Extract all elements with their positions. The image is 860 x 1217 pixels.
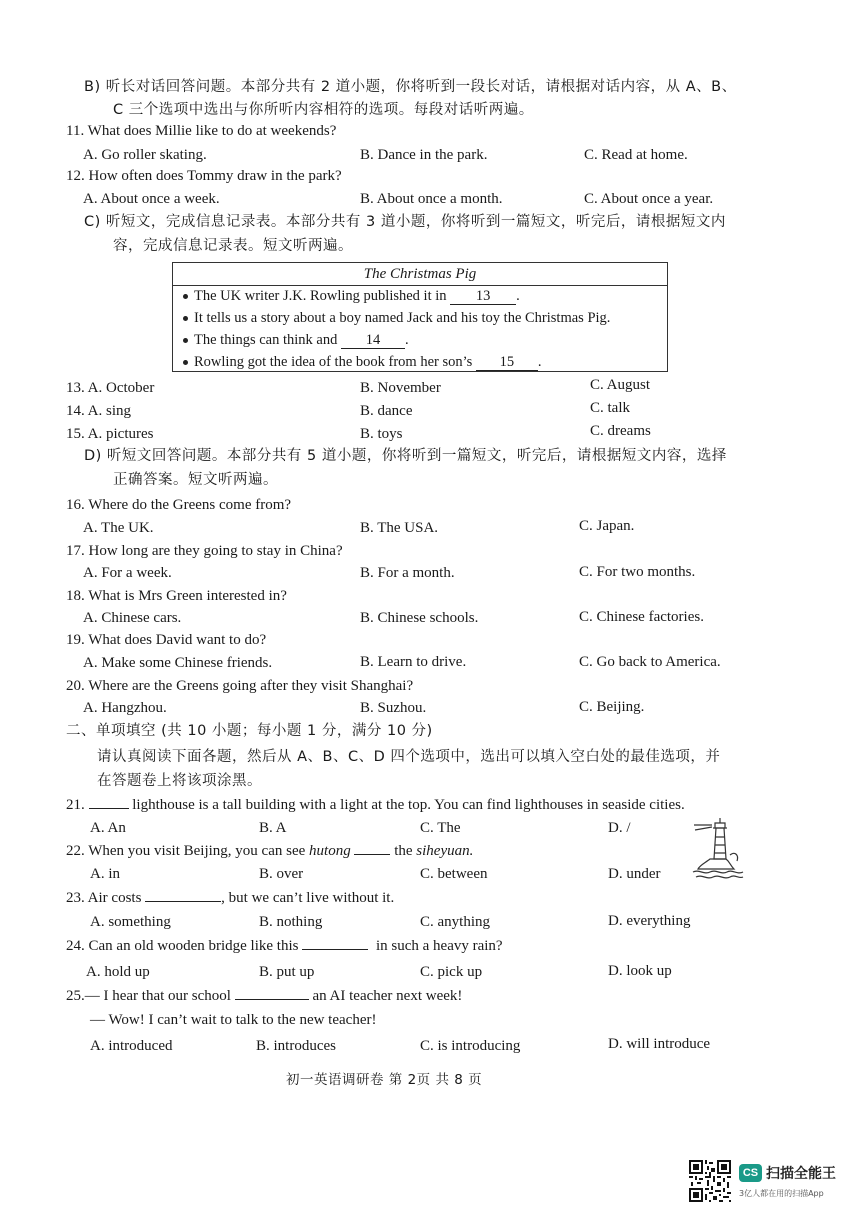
q23-blank bbox=[145, 901, 221, 902]
bullet-icon bbox=[183, 316, 188, 321]
q17-option-a: A. For a week. bbox=[83, 565, 172, 581]
q18-option-c: C. Chinese factories. bbox=[579, 609, 704, 625]
q24-option-a: A. hold up bbox=[86, 964, 150, 980]
qr-code-icon bbox=[689, 1160, 731, 1202]
q21-option-a: A. An bbox=[90, 820, 126, 836]
q13-option-a: 13. A. October bbox=[66, 380, 155, 396]
q18-option-a: A. Chinese cars. bbox=[83, 610, 182, 626]
q11-option-b: B. Dance in the park. bbox=[360, 147, 488, 163]
q18-option-b: B. Chinese schools. bbox=[360, 610, 479, 626]
q22-option-d: D. under bbox=[608, 866, 661, 882]
q21-option-d: D. / bbox=[608, 820, 631, 836]
part-2-heading: 二、单项填空 (共 10 小题；每小题 1 分，满分 10 分) bbox=[66, 723, 433, 739]
bullet-icon bbox=[183, 360, 188, 365]
page-footer: 初一英语调研卷 第 2页 共 8 页 bbox=[286, 1072, 483, 1088]
blank-13: 13 bbox=[450, 289, 516, 305]
q16-option-a: A. The UK. bbox=[83, 520, 154, 536]
q14-option-c: C. talk bbox=[590, 400, 630, 416]
section-c-instruction: C) 听短文，完成信息记录表。本部分共有 3 道小题，你将听到一篇短文，听完后，请根据短文内 bbox=[84, 214, 726, 230]
q25-option-c: C. is introducing bbox=[420, 1038, 521, 1054]
table-row-4: Rowling got the idea of the book from her son’s 15 . bbox=[183, 354, 542, 371]
q14-option-a: 14. A. sing bbox=[66, 403, 132, 419]
scanner-logo-icon: CS bbox=[739, 1164, 762, 1182]
q25-option-a: A. introduced bbox=[90, 1038, 173, 1054]
q11-option-a: A. Go roller skating. bbox=[83, 147, 207, 163]
q15-option-c: C. dreams bbox=[590, 423, 651, 439]
q22-option-b: B. over bbox=[259, 866, 304, 882]
q12-option-c: C. About once a year. bbox=[584, 191, 714, 207]
q19-option-c: C. Go back to America. bbox=[579, 654, 721, 670]
q14-option-b: B. dance bbox=[360, 403, 413, 419]
table-row-3: The things can think and 14 . bbox=[183, 332, 409, 349]
section-b-instruction: B) 听长对话回答问题。本部分共有 2 道小题，你将听到一段长对话，请根据对话内容，从 A、B、 bbox=[84, 79, 737, 95]
q21-option-c: C. The bbox=[420, 820, 461, 836]
q19-stem: 19. What does David want to do? bbox=[66, 632, 267, 648]
q21-stem: 21. lighthouse is a tall building with a light at the top. You can find lighthouses in seaside cities. bbox=[66, 797, 685, 813]
q22-option-c: C. between bbox=[420, 866, 488, 882]
scanner-tagline: 3亿人都在用的扫描App bbox=[739, 1189, 824, 1198]
q11-stem: 11. What does Millie like to do at weekends? bbox=[66, 123, 337, 139]
q17-option-c: C. For two months. bbox=[579, 564, 696, 580]
q22-option-a: A. in bbox=[90, 866, 120, 882]
q22-blank bbox=[354, 854, 390, 855]
section-d-instruction-cont: 正确答案。短文听两遍。 bbox=[113, 472, 278, 488]
q18-stem: 18. What is Mrs Green interested in? bbox=[66, 588, 287, 604]
q23-option-a: A. something bbox=[90, 914, 171, 930]
q12-option-a: A. About once a week. bbox=[83, 191, 220, 207]
q20-stem: 20. Where are the Greens going after they visit Shanghai? bbox=[66, 678, 414, 694]
q24-option-d: D. look up bbox=[608, 963, 672, 979]
q21-option-b: B. A bbox=[259, 820, 287, 836]
bullet-icon bbox=[183, 338, 188, 343]
section-c-instruction-cont: 容，完成信息记录表。短文听两遍。 bbox=[113, 238, 353, 254]
q24-option-c: C. pick up bbox=[420, 964, 483, 980]
q16-option-c: C. Japan. bbox=[579, 518, 635, 534]
q19-option-a: A. Make some Chinese friends. bbox=[83, 655, 273, 671]
q16-stem: 16. Where do the Greens come from? bbox=[66, 497, 292, 513]
q25-reply: — Wow! I can’t wait to talk to the new teacher! bbox=[90, 1012, 377, 1028]
q13-option-b: B. November bbox=[360, 380, 441, 396]
bullet-icon bbox=[183, 294, 188, 299]
q22-stem: 22. When you visit Beijing, you can see hutong the siheyuan. bbox=[66, 843, 474, 859]
q24-blank bbox=[302, 949, 368, 950]
q19-option-b: B. Learn to drive. bbox=[360, 654, 467, 670]
part-2-instruction: 请认真阅读下面各题，然后从 A、B、C、D 四个选项中，选出可以填入空白处的最佳选项，并 bbox=[97, 749, 721, 765]
q21-blank bbox=[89, 808, 129, 809]
q25-stem: 25.— I hear that our school an AI teacher next week! bbox=[66, 988, 463, 1004]
blank-14: 14 bbox=[341, 333, 405, 349]
blank-15: 15 bbox=[476, 355, 538, 371]
q23-option-d: D. everything bbox=[608, 913, 691, 929]
q12-option-b: B. About once a month. bbox=[360, 191, 503, 207]
q24-stem: 24. Can an old wooden bridge like this in such a heavy rain? bbox=[66, 938, 503, 954]
q25-blank bbox=[235, 999, 309, 1000]
lighthouse-icon bbox=[690, 815, 745, 885]
scanner-app-name: 扫描全能王 bbox=[766, 1166, 836, 1182]
q23-stem: 23. Air costs , but we can’t live without it. bbox=[66, 890, 395, 906]
q20-option-b: B. Suzhou. bbox=[360, 700, 427, 716]
q23-option-b: B. nothing bbox=[259, 914, 323, 930]
section-b-instruction-cont: C 三个选项中选出与你所听内容相符的选项。每段对话听两遍。 bbox=[113, 102, 534, 118]
q15-option-a: 15. A. pictures bbox=[66, 426, 154, 442]
q17-option-b: B. For a month. bbox=[360, 565, 455, 581]
q11-option-c: C. Read at home. bbox=[584, 147, 688, 163]
q24-option-b: B. put up bbox=[259, 964, 315, 980]
q23-option-c: C. anything bbox=[420, 914, 490, 930]
q12-stem: 12. How often does Tommy draw in the park? bbox=[66, 168, 342, 184]
q13-option-c: C. August bbox=[590, 377, 651, 393]
q20-option-c: C. Beijing. bbox=[579, 699, 645, 715]
q25-option-b: B. introduces bbox=[256, 1038, 336, 1054]
info-record-table bbox=[172, 262, 668, 372]
table-row-1: The UK writer J.K. Rowling published it in 13 . bbox=[183, 288, 520, 305]
q17-stem: 17. How long are they going to stay in China? bbox=[66, 543, 343, 559]
table-title: The Christmas Pig bbox=[173, 263, 667, 286]
part-2-instruction-cont: 在答题卷上将该项涂黑。 bbox=[97, 773, 262, 789]
q25-option-d: D. will introduce bbox=[608, 1036, 711, 1052]
q20-option-a: A. Hangzhou. bbox=[83, 700, 167, 716]
q15-option-b: B. toys bbox=[360, 426, 403, 442]
section-d-instruction: D) 听短文回答问题。本部分共有 5 道小题，你将听到一篇短文，听完后，请根据短文内容，选择 bbox=[84, 448, 727, 464]
q16-option-b: B. The USA. bbox=[360, 520, 439, 536]
table-row-2: It tells us a story about a boy named Jack and his toy the Christmas Pig. bbox=[183, 310, 610, 327]
